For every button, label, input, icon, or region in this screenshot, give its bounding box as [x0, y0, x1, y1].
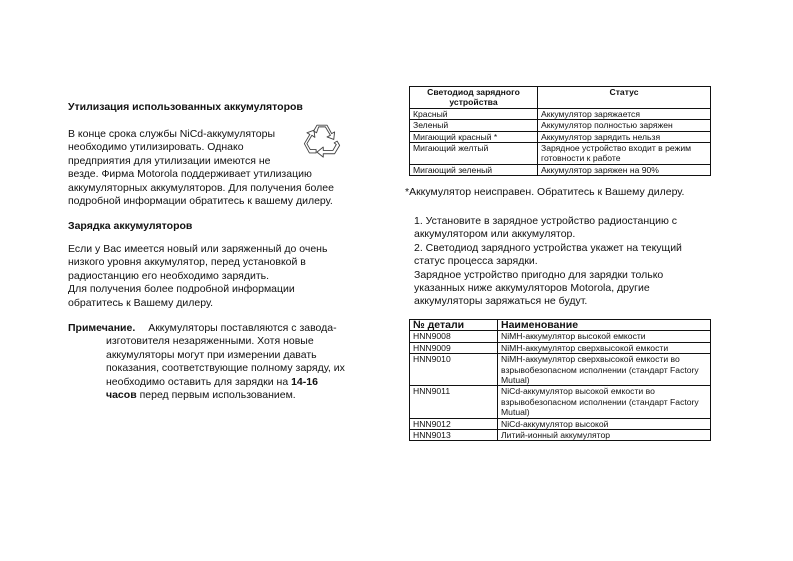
- charging-line: обратитесь к Вашему дилеру.: [68, 296, 214, 309]
- part-number-cell: HNN9012: [410, 418, 498, 429]
- table-row: [410, 418, 711, 429]
- charging-steps: [414, 215, 724, 309]
- charging-paragraph: [68, 243, 368, 310]
- part-number-cell: HNN9009: [410, 342, 498, 353]
- charging-line: Если у Вас имеется новый или заряженный до очень: [68, 243, 328, 255]
- led-cell: Мигающий желтый: [410, 143, 538, 165]
- recycling-line: В конце срока службы NiCd-аккумуляторы: [68, 128, 275, 140]
- table-row: [410, 342, 711, 353]
- status-header: Статус: [538, 87, 711, 109]
- note-line: аккумуляторы могут при измерении давать: [106, 348, 317, 361]
- recycling-line: везде. Фирма Motorola поддерживает утилизацию: [68, 168, 312, 181]
- table-row: [410, 386, 711, 418]
- name-cell: Литий-ионный аккумулятор: [498, 430, 711, 441]
- led-cell: Мигающий красный *: [410, 131, 538, 142]
- part-number-cell: HNN9011: [410, 386, 498, 418]
- table-row: [410, 354, 711, 386]
- step-line: Зарядное устройство пригодно для зарядки только: [414, 268, 664, 281]
- note-line: [106, 376, 388, 389]
- part-number-cell: HNN9013: [410, 430, 498, 441]
- table-row: [410, 331, 711, 342]
- name-cell: NiMH-аккумулятор высокой емкости: [498, 331, 711, 342]
- recycling-line: предприятия для утилизации имеются не: [68, 154, 271, 167]
- led-cell: Зеленый: [410, 120, 538, 131]
- step-line: 2. Светодиод зарядного устройства укажет на текущий: [414, 241, 682, 254]
- status-cell: Аккумулятор заряжается: [538, 108, 711, 119]
- step-line: аккумуляторы заряжаться не будут.: [414, 295, 588, 308]
- led-cell: Красный: [410, 108, 538, 119]
- status-cell: Зарядное устройство входит в режим готовности к работе: [538, 143, 711, 165]
- led-footnote: *Аккумулятор неисправен. Обратитесь к Вашему дилеру.: [405, 186, 685, 198]
- status-cell: Аккумулятор зарядить нельзя: [538, 131, 711, 142]
- part-number-header: № детали: [410, 320, 498, 331]
- table-row: [410, 164, 711, 175]
- led-status-table: [409, 86, 711, 176]
- step-line: указанных ниже аккумуляторов Motorola, другие: [414, 282, 650, 295]
- table-row: [410, 430, 711, 441]
- note-line: изготовителя незаряженными. Хотя новые: [106, 335, 314, 348]
- led-cell: Мигающий зеленый: [410, 164, 538, 175]
- table-header-row: [410, 320, 711, 331]
- charging-line: низкого уровня аккумулятор, перед установкой в: [68, 256, 306, 269]
- led-header: Светодиод зарядного устройства: [410, 87, 538, 109]
- status-cell: Аккумулятор заряжен на 90%: [538, 164, 711, 175]
- name-cell: NiMH-аккумулятор сверхвысокой емкости: [498, 342, 711, 353]
- table-row: [410, 131, 711, 142]
- step-line: статус процесса зарядки.: [414, 255, 538, 268]
- name-cell: NiCd-аккумулятор высокой: [498, 418, 711, 429]
- table-row: [410, 143, 711, 165]
- recycling-heading: Утилизация использованных аккумуляторов: [68, 101, 303, 113]
- part-number-cell: HNN9008: [410, 331, 498, 342]
- note-block: [68, 322, 388, 402]
- note-first-line: [68, 322, 388, 335]
- note-tail: перед первым использованием.: [139, 389, 296, 402]
- note-line: показания, соответствующие полному заряду, их: [106, 362, 345, 375]
- step-line: 1. Установите в зарядное устройство радиостанцию с: [414, 215, 678, 227]
- part-number-cell: HNN9010: [410, 354, 498, 386]
- charging-line: радиостанцию его необходимо зарядить.: [68, 269, 270, 282]
- step-line: аккумулятором или аккумулятор.: [414, 228, 576, 241]
- note-label: Примечание.: [68, 322, 136, 334]
- charging-line: Для получения более подробной информации: [68, 283, 295, 296]
- name-cell: NiCd-аккумулятор высокой емкости во взрывобезопасном исполнении (стандарт Factory Mutual): [498, 386, 711, 418]
- note-hours-word: часов: [106, 389, 137, 402]
- recycling-line: подробной информации обратитесь к вашему дилеру.: [68, 195, 333, 208]
- recycling-line: необходимо утилизировать. Однако: [68, 141, 244, 154]
- battery-table: [409, 319, 711, 441]
- table-row: [410, 108, 711, 119]
- charging-heading: Зарядка аккумуляторов: [68, 220, 193, 232]
- recycling-line: аккумуляторных аккумуляторов. Для получения более: [68, 181, 334, 194]
- note-line: [106, 389, 388, 402]
- note-continuation: [68, 335, 388, 402]
- recycle-icon: [301, 121, 343, 163]
- table-row: [410, 120, 711, 131]
- note-hours: 14-16: [291, 375, 318, 388]
- table-header-row: [410, 87, 711, 109]
- note-text: необходимо оставить для зарядки на: [106, 375, 289, 388]
- note-line: Аккумуляторы поставляются с завода-: [148, 322, 337, 334]
- status-cell: Аккумулятор полностью заряжен: [538, 120, 711, 131]
- name-header: Наименование: [498, 320, 711, 331]
- name-cell: NiMH-аккумулятор сверхвысокой емкости во взрывобезопасном исполнении (стандарт Factory Mutual): [498, 354, 711, 386]
